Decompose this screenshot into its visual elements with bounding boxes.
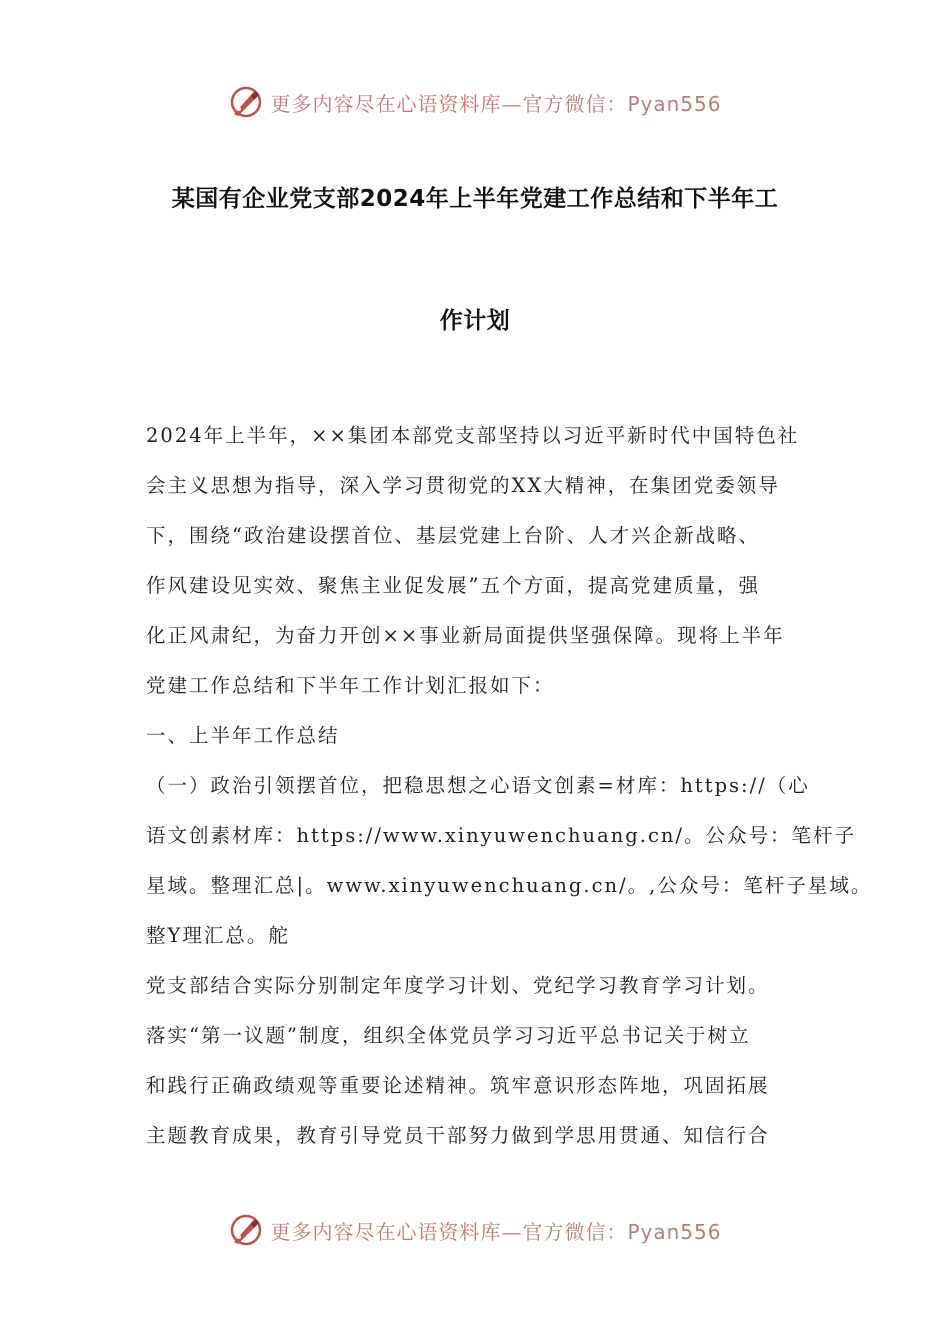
body-line: 党支部结合实际分别制定年度学习计划、党纪学习教育学习计划。 [146, 974, 770, 997]
body-line: 星域。整理汇总|。www.xinyuwenchuang.cn/。,公众号：笔杆子星域。 [146, 874, 873, 897]
banner-wechat: 官方微信：Pyan556 [522, 1219, 722, 1244]
banner-slogan: 更多内容尽在心语资料库— [270, 1219, 523, 1244]
header-banner [0, 82, 950, 122]
body-line: 语文创素材库：https://www.xinyuwenchuang.cn/。公众号：笔杆子 [146, 824, 857, 847]
body-line: 下，围绕“政治建设摆首位、基层党建上台阶、人才兴企新战略、 [146, 524, 760, 547]
body-line: 党建工作总结和下半年工作计划汇报如下： [146, 674, 555, 697]
document-title-line-2: 作计划 [439, 308, 511, 334]
banner-slogan: 更多内容尽在心语资料库— [270, 91, 523, 116]
body-line: 会主义思想为指导，深入学习贯彻党的XX大精神，在集团党委领导 [146, 474, 780, 497]
body-line: 化正风肃纪，为奋力开创××事业新局面提供坚强保障。现将上半年 [146, 624, 785, 647]
document-title-line-1: 某国有企业党支部2024年上半年党建工作总结和下半年工 [171, 186, 779, 212]
footer-banner [0, 1210, 950, 1250]
pen-logo-icon [228, 1212, 264, 1248]
body-line: 整Y理汇总。舵 [146, 924, 290, 947]
body-line: 2024年上半年，××集团本部党支部坚持以习近平新时代中国特色社 [146, 424, 800, 447]
section-heading: 一、上半年工作总结 [146, 724, 340, 747]
body-line: 和践行正确政绩观等重要论述精神。筑牢意识形态阵地，巩固拓展 [146, 1074, 770, 1097]
pen-logo-icon [228, 84, 264, 120]
body-line: 作风建设见实效、聚焦主业促发展”五个方面，提高党建质量，强 [146, 574, 760, 597]
subsection-heading: （一）政治引领摆首位，把稳思想之心语文创素=材库：https://（心 [146, 774, 810, 797]
banner-wechat: 官方微信：Pyan556 [522, 91, 722, 116]
body-line: 主题教育成果，教育引导党员干部努力做到学思用贯通、知信行合 [146, 1124, 770, 1147]
body-line: 落实“第一议题”制度，组织全体党员学习习近平总书记关于树立 [146, 1024, 751, 1047]
